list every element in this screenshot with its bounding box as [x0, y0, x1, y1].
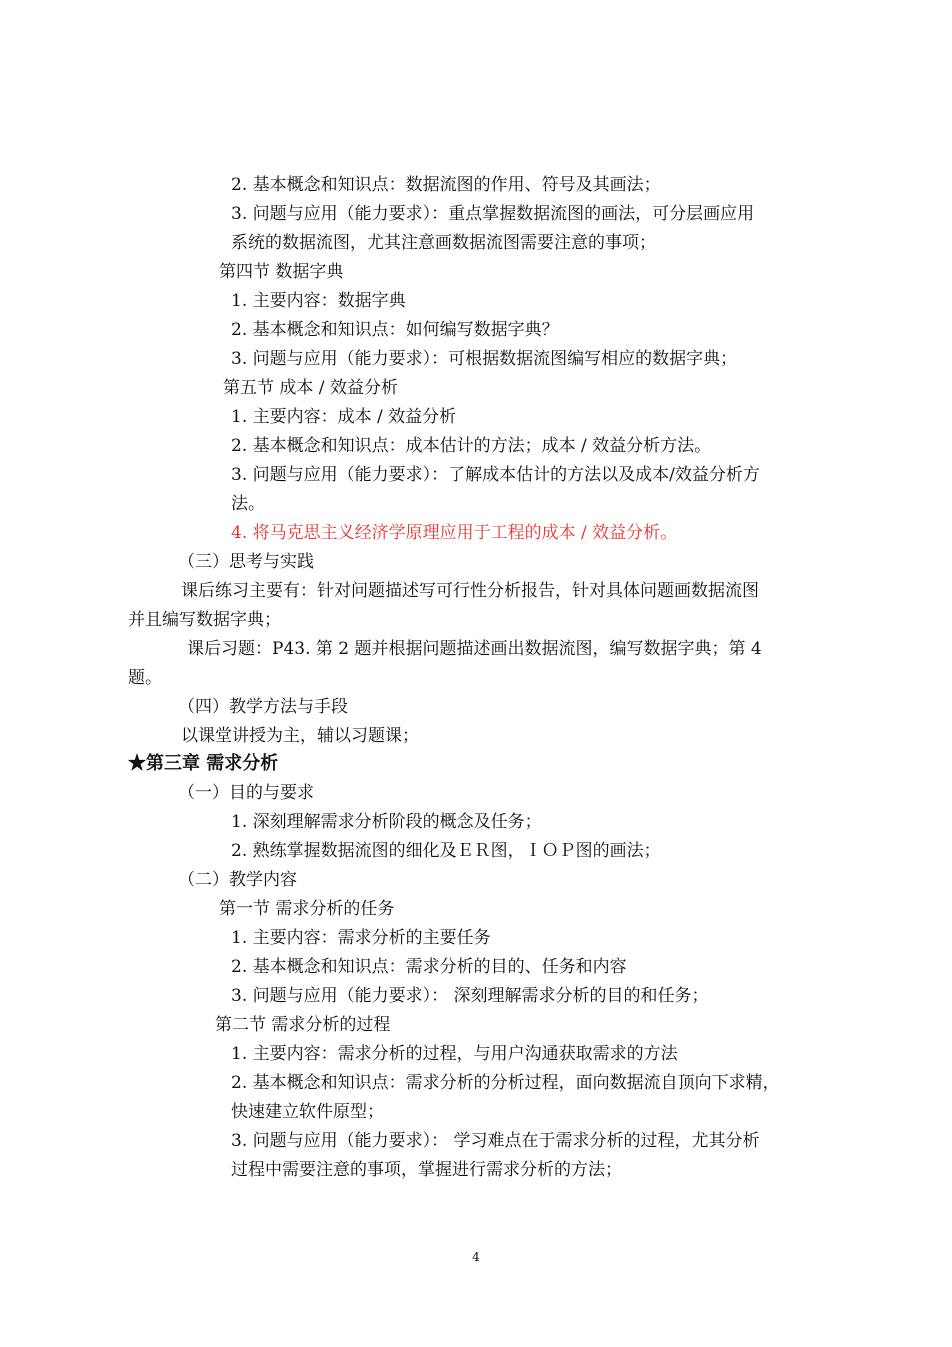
highlighted-text-line: 4. 将马克思主义经济学原理应用于工程的成本 / 效益分析。: [231, 523, 678, 543]
text-line: 2. 熟练掌握数据流图的细化及ＥＲ图，ＩＯＰ图的画法；: [231, 841, 661, 861]
chapter-heading: ★第三章 需求分析: [128, 753, 279, 774]
text-line: 2. 基本概念和知识点：需求分析的分析过程，面向数据流自顶向下求精，: [231, 1073, 780, 1093]
text-line: 法。: [231, 494, 265, 514]
text-line: 题。: [128, 668, 162, 688]
section-heading: 第四节 数据字典: [219, 262, 344, 282]
text-line: 1. 深刻理解需求分析阶段的概念及任务；: [231, 812, 542, 832]
subsection-heading: （三）思考与实践: [178, 552, 314, 572]
page-number: 4: [472, 1250, 480, 1264]
text-line: 课后习题：P43. 第 2 题并根据问题描述画出数据流图，编写数据字典；第 4: [187, 639, 762, 659]
text-line: 并且编写数据字典；: [128, 610, 281, 630]
text-line: 2. 基本概念和知识点：数据流图的作用、符号及其画法；: [231, 175, 661, 195]
text-line: 以课堂讲授为主，辅以习题课；: [181, 726, 419, 746]
text-line: 2. 基本概念和知识点：需求分析的目的、任务和内容: [231, 957, 627, 977]
text-line: 系统的数据流图，尤其注意画数据流图需要注意的事项；: [231, 233, 656, 253]
subsection-heading: （一）目的与要求: [178, 783, 314, 803]
text-line: 3. 问题与应用（能力要求）：可根据数据流图编写相应的数据字典；: [231, 349, 738, 369]
text-line: 2. 基本概念和知识点：如何编写数据字典？: [231, 320, 559, 340]
text-line: 3. 问题与应用（能力要求）：了解成本估计的方法以及成本/效益分析方: [231, 465, 760, 485]
text-line: 课后练习主要有：针对问题描述写可行性分析报告，针对具体问题画数据流图: [181, 581, 759, 601]
text-line: 2. 基本概念和知识点：成本估计的方法；成本 / 效益分析方法。: [231, 436, 712, 456]
text-line: 快速建立软件原型；: [231, 1102, 384, 1122]
text-line: 1. 主要内容：需求分析的主要任务: [231, 928, 491, 948]
section-heading: 第一节 需求分析的任务: [219, 899, 395, 919]
text-line: 1. 主要内容：需求分析的过程，与用户沟通获取需求的方法: [231, 1044, 678, 1064]
text-line: 1. 主要内容：成本 / 效益分析: [231, 407, 457, 427]
text-line: 3. 问题与应用（能力要求）： 学习难点在于需求分析的过程，尤其分析: [231, 1131, 760, 1151]
text-line: 3. 问题与应用（能力要求）： 深刻理解需求分析的目的和任务；: [231, 986, 709, 1006]
section-heading: 第五节 成本 / 效益分析: [223, 378, 398, 398]
text-line: 3. 问题与应用（能力要求）：重点掌握数据流图的画法，可分层画应用: [231, 204, 755, 224]
subsection-heading: （四）教学方法与手段: [178, 697, 348, 717]
text-line: 过程中需要注意的事项，掌握进行需求分析的方法；: [231, 1160, 622, 1180]
text-line: 1. 主要内容：数据字典: [231, 291, 406, 311]
subsection-heading: （二）教学内容: [178, 870, 297, 890]
section-heading: 第二节 需求分析的过程: [215, 1015, 391, 1035]
